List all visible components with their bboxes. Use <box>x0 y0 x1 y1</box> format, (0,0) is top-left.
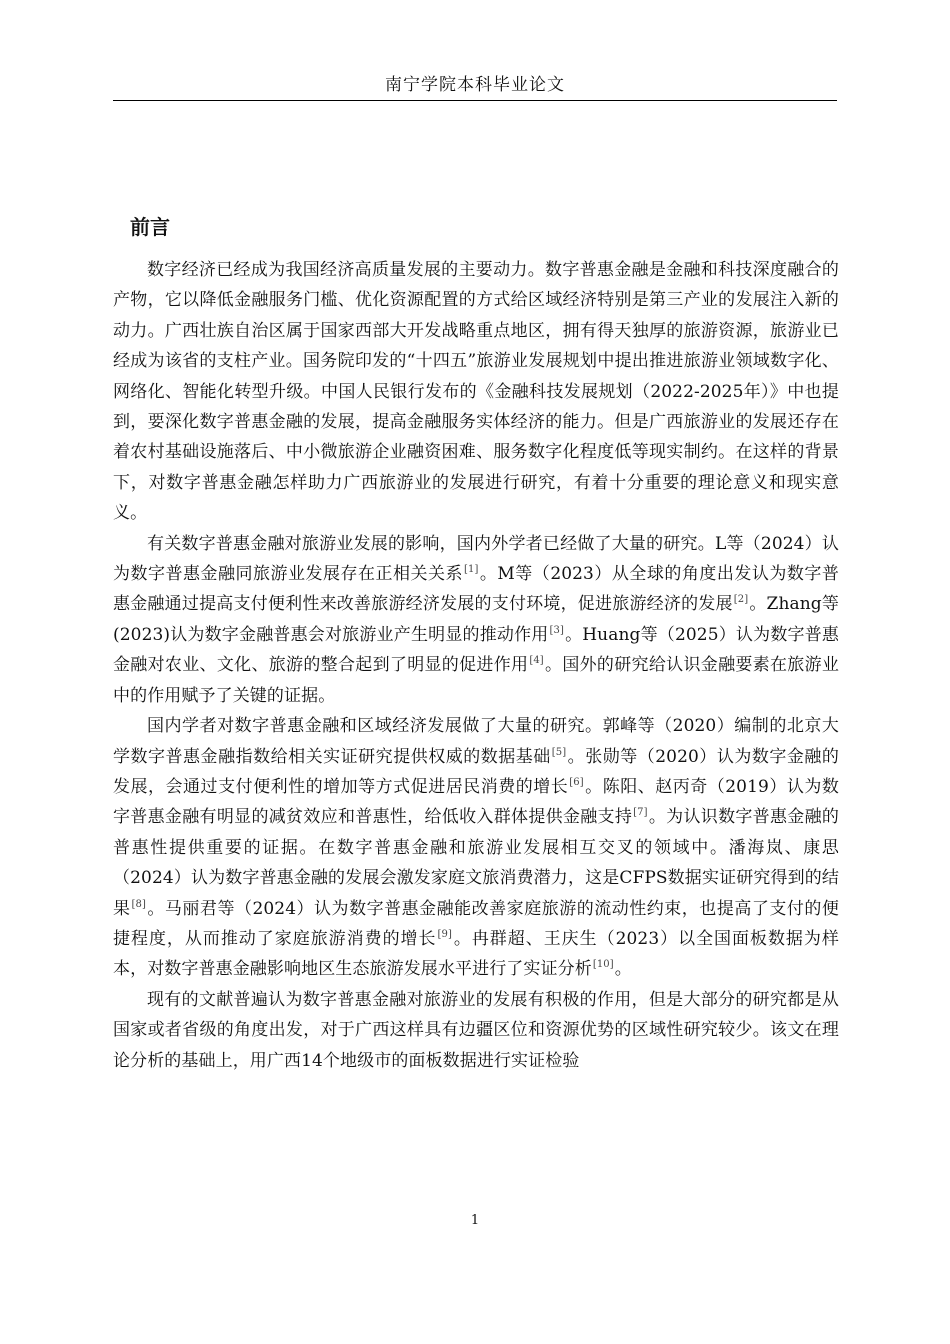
citation-ref: [1] <box>464 564 479 576</box>
text-run: 。冉群超、王庆生（2023）以全国面板数据为样本，对数字普惠金融影响地区生态旅游发展水平进行了实证分析 <box>113 928 839 980</box>
citation-ref: [2] <box>733 594 749 606</box>
paragraph-3 <box>113 711 839 985</box>
text-run: 。陈阳、赵丙奇（2019）认为数字普惠金融有明显的减贫效应和普惠性，给低收入群体提供金融支持 <box>113 776 839 828</box>
text-run: 。张勋等（2020）认为数字金融的发展，会通过支付便利性的增加等方式促进居民消费的增长 <box>113 746 839 797</box>
citation-ref: [10] <box>592 959 614 971</box>
running-header: 南宁学院本科毕业论文 <box>113 72 837 101</box>
citation-ref: [3] <box>549 624 564 636</box>
citation-ref: [8] <box>131 898 146 910</box>
paragraph-1 <box>113 255 839 529</box>
text-run: 。Zhang等(2023)认为数字金融普惠会对旅游业产生明显的推动作用 <box>113 594 839 645</box>
text-run: 。 <box>614 959 632 980</box>
section-title: 前言 <box>130 215 170 239</box>
citation-ref: [7] <box>633 807 648 819</box>
citation-ref: [6] <box>569 776 584 788</box>
text-run: 现有的文献普遍认为数字普惠金融对旅游业的发展有积极的作用，但是大部分的研究都是从国家或者省级的角度出发，对于广西这样具有边疆区位和资源优势的区域性研究较少。该文在理论分析的基础上，用广西14个地级市的面板数据进行实证检验 <box>113 989 839 1071</box>
body-text <box>113 255 839 1076</box>
text-run: 国内学者对数字普惠金融和区域经济发展做了大量的研究。郭峰等（2020）编制的北京大学数字普惠金融指数给相关实证研究提供权威的数据基础 <box>113 716 839 767</box>
text-run: 有关数字普惠金融对旅游业发展的影响，国内外学者已经做了大量的研究。L等（2024）认为数字普惠金融同旅游业发展存在正相关关系 <box>113 533 839 585</box>
citation-ref: [5] <box>551 746 567 758</box>
citation-ref: [9] <box>437 928 452 940</box>
text-run: 。M等（2023）从全球的角度出发认为数字普惠金融通过提高支付便利性来改善旅游经济发展的支付环境，促进旅游经济的发展 <box>113 564 839 615</box>
text-run: 。为认识数字普惠金融的普惠性提供重要的证据。在数字普惠金融和旅游业发展相互交叉的领域中。潘海岚、康思（2024）认为数字普惠金融的发展会激发家庭文旅消费潜力，这是CFPS数据实证研究得到的结果 <box>113 807 839 919</box>
text-run: 。国外的研究给认识金融要素在旅游业中的作用赋予了关键的证据。 <box>113 655 840 706</box>
text-run: 。马丽君等（2024）认为数字普惠金融能改善家庭旅游的流动性约束，也提高了支付的便捷程度，从而推动了家庭旅游消费的增长 <box>113 898 839 949</box>
text-run: 数字经济已经成为我国经济高质量发展的主要动力。数字普惠金融是金融和科技深度融合的产物，它以降低金融服务门槛、优化资源配置的方式给区域经济特别是第三产业的发展注入新的动力。广西壮族自治区属于国家西部大开发战略重点地区，拥有得天独厚的旅游资源，旅游业已经成为该省的支柱产业。国务院印发的“十四五”旅游业发展规划中提出推进旅游业领域数字化、网络化、智能化转型升级。中国人民银行发布的《金融科技发展规划（2022-2025年）》中也提到，要深化数字普惠金融的发展，提高金融服务实体经济的能力。但是广西旅游业的发展还存在着农村基础设施落后、中小微旅游企业融资困难、服务数字化程度低等现实制约。在这样的背景下，对数字普惠金融怎样助力广西旅游业的发展进行研究，有着十分重要的理论意义和现实意义。 <box>113 260 839 524</box>
paragraph-2 <box>113 529 839 711</box>
citation-ref: [4] <box>529 655 544 667</box>
page-number: 1 <box>470 1213 480 1228</box>
text-run: 。Huang等（2025）认为数字普惠金融对农业、文化、旅游的整合起到了明显的促进作用 <box>113 624 840 676</box>
paragraph-4 <box>113 985 839 1076</box>
